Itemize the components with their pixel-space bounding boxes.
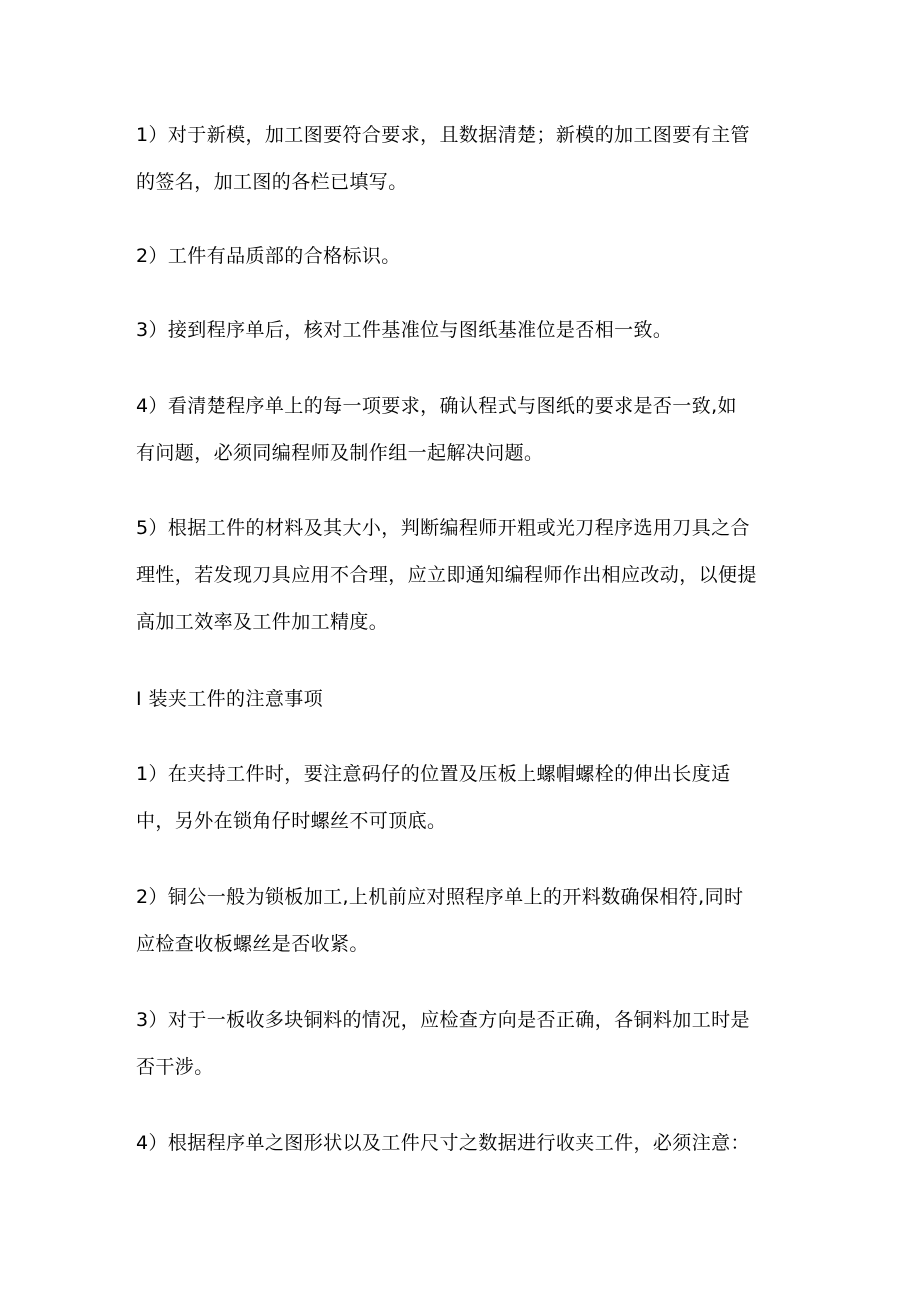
paragraph-line: 4）根据程序单之图形状以及工件尺寸之数据进行收夹工件，必须注意： xyxy=(136,1132,750,1154)
paragraph-copper-electrode xyxy=(136,874,796,968)
paragraph-line: 3）对于一板收多块铜料的情况，应检查方向是否正确，各铜料加工时是 xyxy=(136,1009,750,1031)
paragraph-line: 1）在夹持工件时，要注意码仔的位置及压板上螺帽螺栓的伸出长度适 xyxy=(136,763,731,785)
paragraph-line: 3）接到程序单后，核对工件基准位与图纸基准位是否相一致。 xyxy=(136,319,673,341)
paragraph-line: 2）铜公一般为锁板加工,上机前应对照程序单上的开料数确保相符,同时 xyxy=(136,886,744,908)
paragraph-line: 1）对于新模，加工图要符合要求，且数据清楚；新模的加工图要有主管 xyxy=(136,124,750,146)
paragraph-clamp-by-drawing xyxy=(136,1120,796,1167)
paragraph-line: 理性，若发现刀具应用不合理，应立即通知编程师作出相应改动，以便提 xyxy=(136,564,757,586)
paragraph-new-mold-drawing xyxy=(136,112,796,206)
paragraph-datum-check xyxy=(136,307,796,354)
paragraph-line: 的签名，加工图的各栏已填写。 xyxy=(136,171,408,193)
paragraph-program-sheet xyxy=(136,383,796,477)
paragraph-line: 2）工件有品质部的合格标识。 xyxy=(136,245,401,267)
paragraph-line: 应检查收板螺丝是否收紧。 xyxy=(136,933,369,955)
paragraph-line: 高加工效率及工件加工精度。 xyxy=(136,611,389,633)
paragraph-line: 中，另外在锁角仔时螺丝不可顶底。 xyxy=(136,810,447,832)
paragraph-line: 否干涉。 xyxy=(136,1056,214,1078)
paragraph-multiple-copper xyxy=(136,997,796,1091)
paragraph-line: 4）看清楚程序单上的每一项要求，确认程式与图纸的要求是否一致,如 xyxy=(136,395,737,417)
paragraph-clamping-position xyxy=(136,751,796,845)
paragraph-quality-mark xyxy=(136,233,796,280)
paragraph-tool-selection xyxy=(136,505,796,646)
paragraph-line: 有问题，必须同编程师及制作组一起解决问题。 xyxy=(136,442,544,464)
heading-line: I 装夹工件的注意事项 xyxy=(136,688,324,710)
paragraph-line: 5）根据工件的材料及其大小，判断编程师开粗或光刀程序选用刀具之合 xyxy=(136,517,750,539)
section-heading-clamping xyxy=(136,676,796,723)
